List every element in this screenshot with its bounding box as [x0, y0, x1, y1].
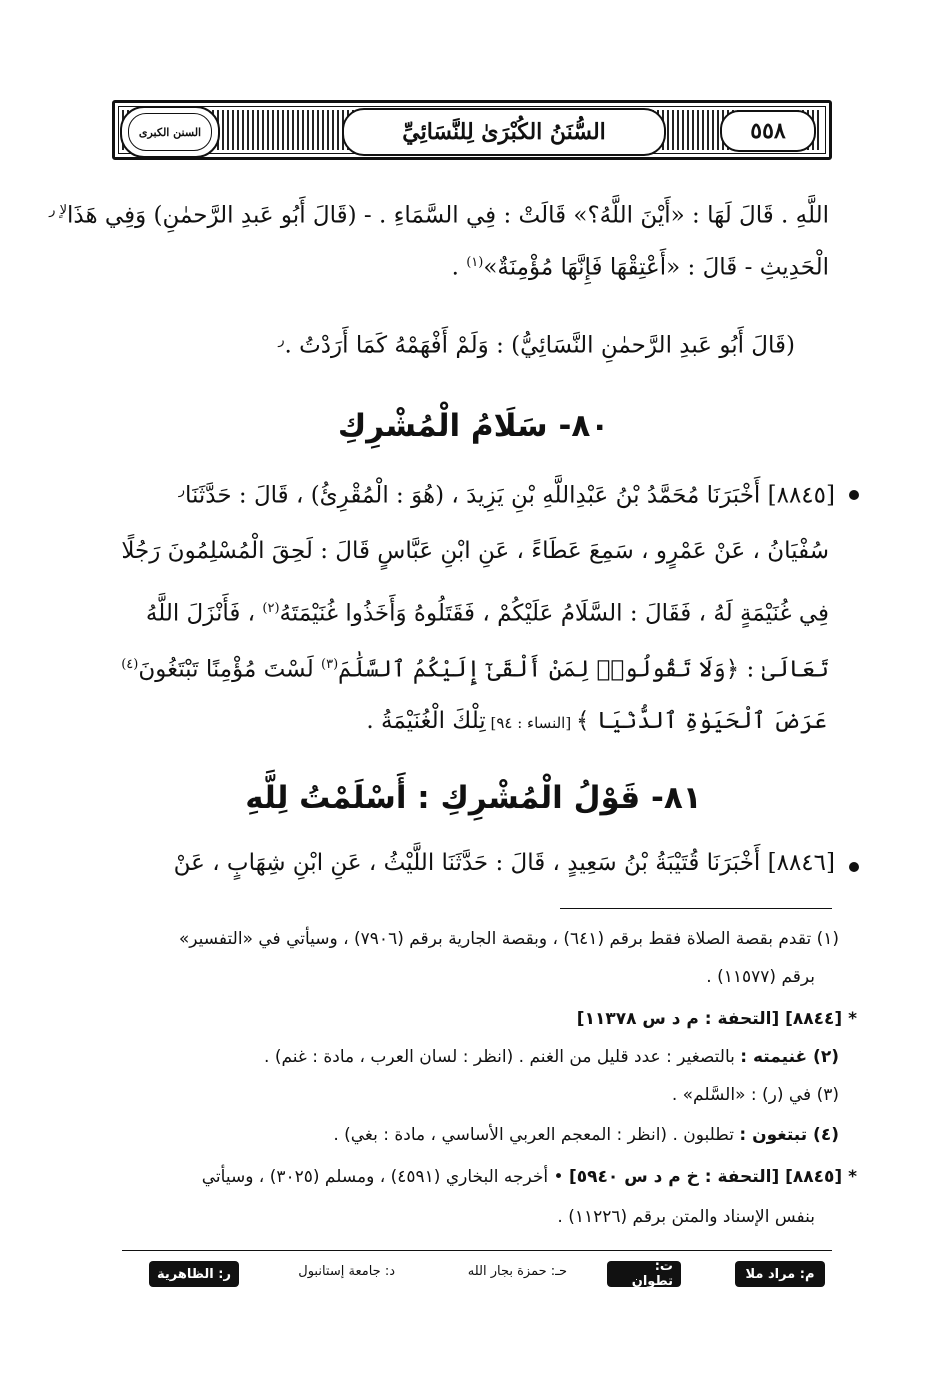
takhrij-8845-line-2: بنفس الإسناد والمتن برقم (١١٢٢٦) . [557, 1207, 815, 1227]
text-line-3: (قَالَ أَبُو عَبدِ الرَّحمٰنِ النَّسَائِيُّ) : وَلَمْ أَفْهَمْهُ كَمَا أَرَدْتُ .$^ر$ [278, 332, 795, 359]
book-title: السُّنَنُ الكُبْرَىٰ لِلنَّسَائِيِّ [402, 119, 606, 145]
takhrij-8844: * [٨٨٤٤] [التحفة : م د س ١١٣٧٨] [576, 1009, 857, 1029]
footnote-4: (٤) تبتغون : تطلبون . (انظر : المعجم العربي الأساسي ، مادة : بغي) . [333, 1125, 839, 1145]
text-line-1: اللَّهِ . قَالَ لَهَا : «أَيْنَ اللَّهُ؟» قَالَتْ : فِي السَّمَاءِ . - (قَالَ أَبُو عَبدِ الرَّحمٰنِ) وَفِي هَذَا$^{لاٍ ر}$ [49, 202, 829, 229]
chapter-heading-81: ٨١- قَوْلُ الْمُشْرِكِ : أَسْلَمْتُ لِلَّهِ [245, 780, 702, 816]
manuscript-ref-h: حـ: حمزة بجار الله [467, 1264, 567, 1279]
footnote-ref[interactable]: (٤) [121, 657, 139, 672]
page-number-cartouche [720, 110, 816, 152]
title-cartouche [342, 108, 666, 156]
text-line-2: الْحَدِيثِ - قَالَ : «أَعْتِقْهَا فَإِنَّهَا مُؤْمِنَةٌ»$^{(١)}$ . [451, 254, 829, 281]
footnote-1-line-2: برقم (١١٥٧٧) . [706, 967, 815, 987]
takhrij-8845: * [٨٨٤٥] [التحفة : خ م د س ٥٩٤٠] • أخرجه البخاري (٤٥٩١) ، ومسلم (٣٠٢٥) ، وسيأتي [201, 1167, 857, 1187]
footnote-ref[interactable]: (٣) [321, 657, 339, 672]
seal-text: السنن الكبرى [138, 125, 202, 139]
hadith-8845-line-2: سُفْيَانُ ، عَنْ عَمْرٍو ، سَمِعَ عَطَاءً ، عَنِ ابْنِ عَبَّاسٍ قَالَ : لَحِقَ الْمُسْلِمُونَ رَجُلًا [121, 538, 829, 564]
footnote-ref[interactable]: (١) [466, 255, 484, 270]
hadith-8845-line-3: فِي غُنَيْمَةٍ لَهُ ، فَقَالَ : السَّلَامُ عَلَيْكُمْ ، فَقَتَلُوهُ وَأَخَذُوا غُنَيْمَتَهُ$^{(٢)}$ ، فَأَنْزَلَ اللَّهُ [145, 600, 829, 627]
footer-rule [122, 1250, 832, 1251]
manuscript-tag-t: ت: تطوان [607, 1261, 681, 1287]
footnote-3: (٣) في (ر) : «السَّلم» . [671, 1085, 839, 1105]
book-seal-logo [120, 106, 220, 158]
paragraph-bullet [849, 490, 859, 500]
page-header [112, 100, 832, 160]
chapter-heading-80: ٨٠- سَلَامُ الْمُشْرِكِ [337, 408, 610, 444]
paragraph-bullet [849, 862, 859, 872]
hadith-8845-line-5: عَرَضَ ٱلْحَيَوٰةِ ٱلدُّنْيَا ﴾ [النساء : ٩٤] تِلْكَ الْغُنَيْمَةُ . [366, 708, 827, 734]
page-number: ٥٥٨ [750, 118, 786, 144]
hadith-8845-line-4: تَعَالَىٰ : ﴿وَلَا تَقُولُوا۟ لِمَنْ أَلْقَىٰٓ إِلَيْكُمُ ٱلسَّلَٰمَ$^{(٣)}$ لَسْتَ مُؤْمِنًا تَبْتَغُونَ$^{(٤)}$ [121, 656, 829, 683]
hadith-8845-line-1: [٨٨٤٥] أَخْبَرَنَا مُحَمَّدُ بْنُ عَبْدِاللَّهِ بْنِ يَزِيدَ ، (هُوَ : الْمُقْرِئُ) ، قَالَ : حَدَّثَنَا$^ر$ [178, 482, 835, 509]
quran-reference: [النساء : ٩٤] [485, 714, 576, 732]
footnote-1-line-1: (١) تقدم بقصة الصلاة فقط برقم (٦٤١) ، وبقصة الجارية برقم (٧٩٠٦) ، وسيأتي في «التفسير» [178, 929, 839, 949]
manuscript-tag-r: ر: الظاهرية [149, 1261, 239, 1287]
manuscript-tag-m: م: مراد ملا [735, 1261, 825, 1287]
footnote-2: (٢) غنيمته : بالتصغير : عدد قليل من الغنم . (انظر : لسان العرب ، مادة : غنم) . [264, 1047, 839, 1067]
footnote-ref[interactable]: (٢) [262, 601, 280, 616]
manuscript-ref-d: د: جامعة إستانبول [298, 1264, 395, 1279]
hadith-8846-line-1: [٨٨٤٦] أَخْبَرَنَا قُتَيْبَةُ بْنُ سَعِيدٍ ، قَالَ : حَدَّثَنَا اللَّيْثُ ، عَنِ ابْنِ شِهَابٍ ، عَنْ [173, 850, 835, 876]
footnote-separator [560, 908, 832, 909]
